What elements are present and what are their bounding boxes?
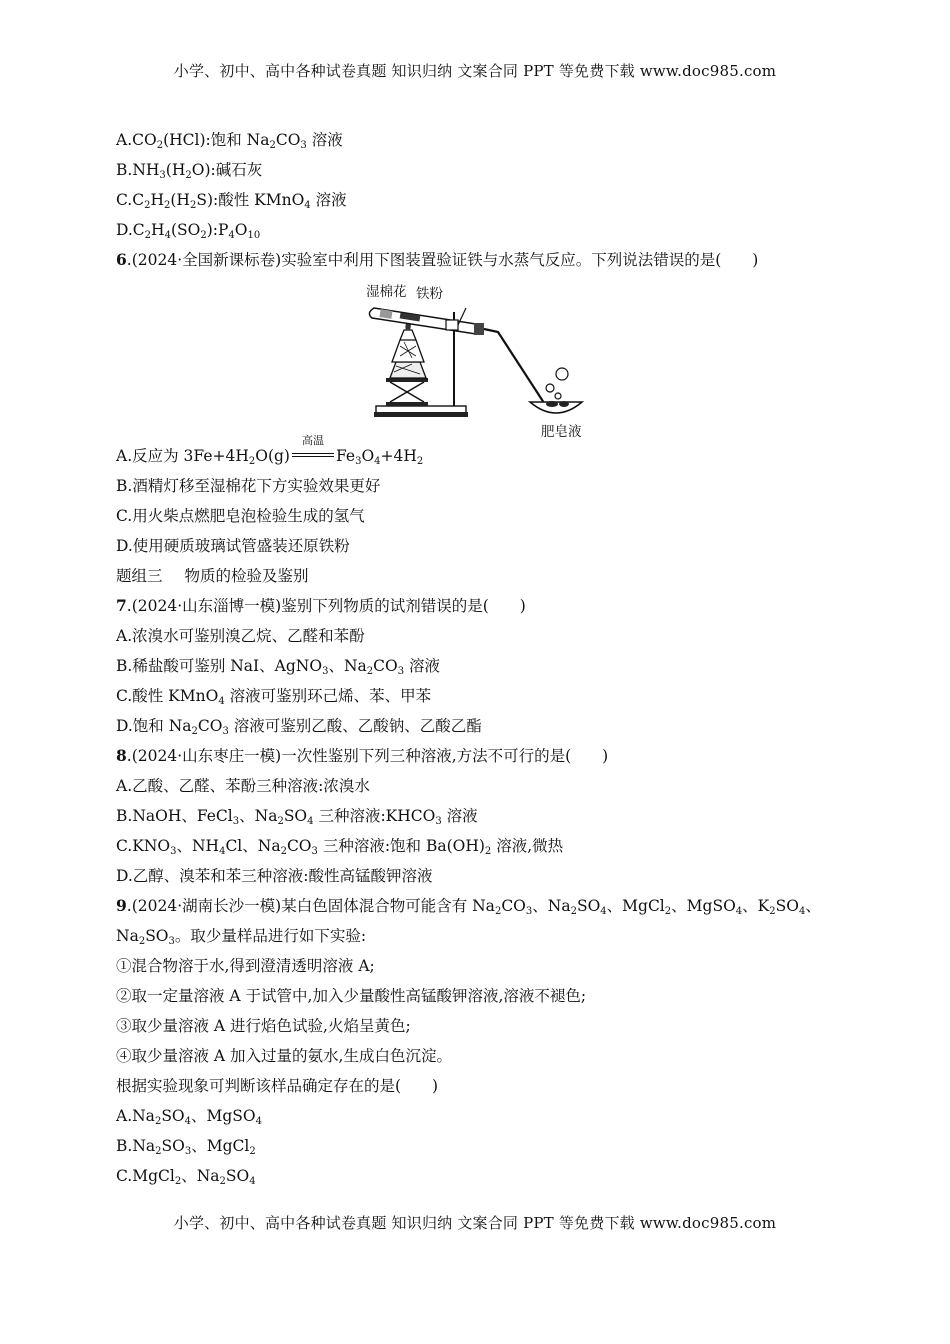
- q9-option-c: C.MgCl$_2$、$Na_2SO_4$: [116, 1167, 256, 1187]
- label-soap-solution: 肥皂液: [541, 424, 582, 440]
- q8-option-c: $C.KNO_3$、$NH_4Cl$、$Na_2CO_3$ 三种溶液:饱和 $Ba(OH)_2$ 溶液,微热: [116, 837, 564, 857]
- q8-option-a: A.乙酸、乙醛、苯酚三种溶液:浓溴水: [116, 777, 370, 795]
- q9-step-2: ②取一定量溶液 A 于试管中,加入少量酸性高锰酸钾溶液,溶液不褪色;: [116, 987, 587, 1005]
- q6-option-d: D.使用硬质玻璃试管盛装还原铁粉: [116, 537, 350, 555]
- q6-stem: 6.(2024·全国新课标卷)实验室中利用下图装置验证铁与水蒸气反应。下列说法错误的是( ): [116, 250, 759, 269]
- soap-bubbles: [546, 401, 558, 407]
- burner-flame-guard: [400, 330, 416, 340]
- label-wet-cotton: 湿棉花: [366, 284, 407, 300]
- q9-question: 根据实验现象可判断该样品确定存在的是( ): [116, 1077, 439, 1095]
- q8-option-d: D.乙醇、溴苯和苯三种溶液:酸性高锰酸钾溶液: [116, 867, 433, 885]
- q9-stem-line2: $Na_2SO_3$。取少量样品进行如下实验:: [116, 927, 367, 947]
- q5-option-b: $B.NH_3(H_2O)$:碱石灰: [116, 161, 263, 181]
- q5-option-a: $A.CO_2(HCl)$:饱和 $Na_2CO_3$ 溶液: [116, 131, 343, 151]
- q9-stem-line1: 9.(2024·湖南长沙一模)某白色固体混合物可能含有 $Na_2CO_3$、$Na_2SO_4$、MgCl$_2$、MgSO$_4$、$K_2SO_4$、: [116, 896, 821, 917]
- clamp: [446, 320, 458, 330]
- soap-bubbles: [559, 401, 569, 407]
- bubble: [555, 393, 561, 399]
- bubble: [546, 384, 554, 392]
- experiment-apparatus-figure: [116, 280, 816, 438]
- q7-option-a: A.浓溴水可鉴别溴乙烷、乙醛和苯酚: [116, 627, 365, 645]
- label-iron-powder: 铁粉: [416, 286, 443, 302]
- q7-option-d: D.饱和 $Na_2CO_3$ 溶液可鉴别乙酸、乙酸钠、乙酸乙酯: [116, 717, 482, 737]
- q9-step-4: ④取少量溶液 A 加入过量的氨水,生成白色沉淀。: [116, 1047, 452, 1065]
- bubble: [556, 368, 568, 380]
- q6-option-a: A.反应为 $3Fe+4H_2O(g)$ 高温 $Fe_3O_4+4H_2$: [116, 434, 424, 467]
- q8-stem: 8.(2024·山东枣庄一模)一次性鉴别下列三种溶液,方法不可行的是( ): [116, 746, 609, 765]
- q9-option-b: $B.Na_2SO_3$、MgCl$_2$: [116, 1137, 256, 1157]
- reaction-condition: 高温: [290, 446, 336, 466]
- q5-option-d: $D.C_2H_4(SO_2):P_4O_{10}$: [116, 221, 261, 241]
- stand-base-bottom: [374, 412, 468, 417]
- q9-option-a: $A.Na_2SO_4$、MgSO$_4$: [116, 1107, 263, 1127]
- section-heading: 题组三 物质的检验及鉴别: [116, 567, 309, 585]
- q6-option-c: C.用火柴点燃肥皂泡检验生成的氢气: [116, 507, 365, 525]
- q6-option-b: B.酒精灯移至湿棉花下方实验效果更好: [116, 477, 381, 495]
- page-header: 小学、初中、高中各种试卷真题 知识归纳 文案合同 PPT 等免费下载 www.doc985.com: [173, 62, 777, 80]
- rubber-stopper: [474, 323, 484, 335]
- question-content: [116, 130, 821, 1196]
- q7-stem: 7.(2024·山东淄博一模)鉴别下列物质的试剂错误的是( ): [116, 596, 526, 615]
- q7-option-b: B.稀盐酸可鉴别 NaI、AgNO$_3$、$Na_2CO_3$ 溶液: [116, 657, 441, 677]
- page-footer: 小学、初中、高中各种试卷真题 知识归纳 文案合同 PPT 等免费下载 www.doc985.com: [173, 1214, 777, 1232]
- q7-option-c: C.酸性 KMnO$_4$ 溶液可鉴别环己烯、苯、甲苯: [116, 687, 432, 707]
- q9-step-1: ①混合物溶于水,得到澄清透明溶液 A;: [116, 957, 375, 975]
- delivery-tube: [484, 329, 546, 406]
- q9-step-3: ③取少量溶液 A 进行焰色试验,火焰呈黄色;: [116, 1017, 411, 1035]
- q8-option-b: B.NaOH、FeCl$_3$、$Na_2SO_4$ 三种溶液$:KHCO_3$ 溶液: [116, 807, 478, 827]
- apparatus-drawing: [366, 294, 606, 434]
- q5-option-c: $C.C_2H_2(H_2S)$:酸性 KMnO$_4$ 溶液: [116, 191, 347, 211]
- jack-bottom: [386, 402, 428, 406]
